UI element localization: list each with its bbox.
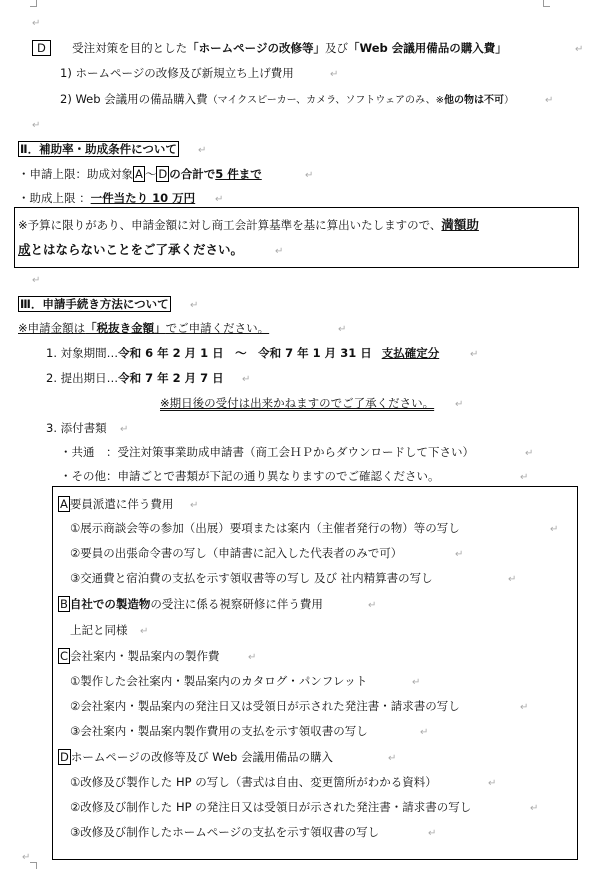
paragraph-mark: ↵ xyxy=(120,424,129,435)
box-d-item-1: ①改修及び製作した HP の写し（書式は自由、変更箇所がわかる資料） xyxy=(70,775,437,789)
paragraph-mark: ↵ xyxy=(520,702,529,713)
box-a-item-1: ①展示商談会等の参加（出展）要項または案内（主催者発行の物）等の写し xyxy=(70,521,460,535)
box-d-item-3: ③改修及び制作したホームページの支払を示す領収書の写し xyxy=(70,825,380,839)
budget-notice-line-1: ※予算に限りがあり、申請金額に対し商工会計算基準を基に算出いたしますので、満額助 xyxy=(18,217,479,232)
d-item-2 xyxy=(60,91,514,109)
d-item-1: 1) ホームページの改修及び新規立ち上げ費用 xyxy=(60,66,294,80)
box-d-title: D ホームページの改修等及び Web 会議用備品の購入 xyxy=(60,750,334,764)
paragraph-mark: ↵ xyxy=(388,753,397,764)
paragraph-mark: ↵ xyxy=(32,18,41,29)
box-b-item-1: 上記と同様 xyxy=(70,623,128,637)
paragraph-mark: ↵ xyxy=(248,652,257,663)
a-label-box: A xyxy=(60,497,68,511)
box-c-item-2: ②会社案内・製品案内の発注日又は受領日が示された発注書・請求書の写し xyxy=(70,699,460,713)
paragraph-mark: ↵ xyxy=(455,399,464,410)
box-a-item-3: ③交通費と宿泊費の支払を示す領収書等の写し 及び 社内精算書の写し xyxy=(70,571,433,585)
section-2-line-2: ・助成上限 ：一件当たり 10 万円 xyxy=(18,191,196,205)
paragraph-mark: ↵ xyxy=(140,626,149,637)
section-3-note: ※申請金額は「税抜き金額」でご申請ください。 xyxy=(18,321,270,335)
section-3-heading: Ⅲ．申請手続き方法について xyxy=(20,297,169,311)
crop-mark-top-left xyxy=(30,0,37,7)
box-d-item-2: ②改修及び制作した HP の発注日又は受領日が示された発注書・請求書の写し xyxy=(70,800,472,814)
section-3-item-1: 1. 対象期間…令和 6 年 2 月 1 日 ～ 令和 7 年 1 月 31 日 支払確定分 xyxy=(46,346,440,360)
paragraph-mark: ↵ xyxy=(32,275,41,286)
paragraph-mark: ↵ xyxy=(428,828,437,839)
section-3-item-3: 3. 添付書類 xyxy=(46,421,107,435)
paragraph-mark: ↵ xyxy=(470,349,479,360)
section-2-heading: Ⅱ．補助率・助成条件について xyxy=(20,142,177,156)
paragraph-mark: ↵ xyxy=(525,448,534,459)
deadline-note: ※期日後の受付は出来かねますのでご了承ください。 xyxy=(160,396,435,410)
paragraph-mark: ↵ xyxy=(368,600,377,611)
paragraph-mark: ↵ xyxy=(190,500,199,511)
paragraph-mark: ↵ xyxy=(520,472,529,483)
box-a-title: A 要員派遣に伴う費用 xyxy=(60,497,174,511)
box-a-item-2: ②要員の出張命令書の写し（申請書に記入した代表者のみで可） xyxy=(70,546,403,560)
paragraph-mark: ↵ xyxy=(488,778,497,789)
paragraph-mark: ↵ xyxy=(22,852,31,863)
d-label-box: D xyxy=(32,40,51,56)
crop-mark-bottom-left xyxy=(30,862,37,869)
paragraph-mark: ↵ xyxy=(190,300,199,311)
paragraph-mark: ↵ xyxy=(545,95,554,106)
other-docs-line: ・その他：申請ごとで書類が下記の通り異なりますのでご確認ください。 xyxy=(60,469,440,483)
budget-notice-line-2: 成とはならないことをご了承ください。 xyxy=(18,242,244,257)
paragraph-mark: ↵ xyxy=(215,194,224,205)
paragraph-mark: ↵ xyxy=(530,803,539,814)
paragraph-mark: ↵ xyxy=(420,727,429,738)
d-intro-line xyxy=(32,40,507,56)
d-item-2-close: ） xyxy=(503,95,514,106)
box-c-item-1: ①製作した会社案内・製品案内のカタログ・パンフレット xyxy=(70,674,368,688)
paragraph-mark: ↵ xyxy=(32,120,41,131)
paragraph-mark: ↵ xyxy=(455,549,464,560)
paragraph-mark: ↵ xyxy=(338,324,347,335)
paragraph-mark: ↵ xyxy=(575,44,584,55)
a-label-box: A xyxy=(135,167,143,181)
paragraph-mark: ↵ xyxy=(508,574,517,585)
box-b-title: B 自社での製造物の受注に係る視察研修に伴う費用 xyxy=(60,597,323,611)
box-c-title: C 会社案内・製品案内の製作費 xyxy=(60,649,220,663)
d-label-box: D xyxy=(60,750,69,764)
section-2-line-1: ・申請上限：助成対象 A ～ D の合計で5 件まで xyxy=(18,167,262,181)
c-label-box: C xyxy=(60,649,69,663)
d-text-bold-2: 「Web 会議用備品の購入費」 xyxy=(347,41,507,55)
crop-mark-top-right xyxy=(543,0,550,7)
d-text-mid: 及び xyxy=(324,41,348,55)
d-item-2-pre: 2) Web 会議用の備品購入費 xyxy=(60,92,208,106)
paragraph-mark: ↵ xyxy=(242,374,251,385)
d-text-bold-1: 「ホームページの改修等」 xyxy=(187,41,325,55)
d-label-box: D xyxy=(158,167,168,181)
paragraph-mark: ↵ xyxy=(550,524,559,535)
section-3-item-2: 2. 提出期日…令和 7 年 2 月 7 日 xyxy=(46,371,224,385)
d-item-2-bold: 他の物は不可 xyxy=(443,95,504,106)
paragraph-mark: ↵ xyxy=(330,69,339,80)
b-label-box: B xyxy=(60,597,68,611)
box-c-item-3: ③会社案内・製品案内製作費用の支払を示す領収書の写し xyxy=(70,724,368,738)
paragraph-mark: ↵ xyxy=(412,677,421,688)
paragraph-mark: ↵ xyxy=(305,170,314,181)
d-item-2-small: （マイクスピーカー、カメラ、ソフトウェアのみ、※ xyxy=(207,95,444,106)
d-text-pre: 受注対策を目的とした xyxy=(72,41,188,55)
common-docs-line: ・共通 ：受注対策事業助成申請書（商工会ＨＰからダウンロードして下さい） xyxy=(60,445,474,459)
paragraph-mark: ↵ xyxy=(275,246,284,257)
paragraph-mark: ↵ xyxy=(198,145,207,156)
